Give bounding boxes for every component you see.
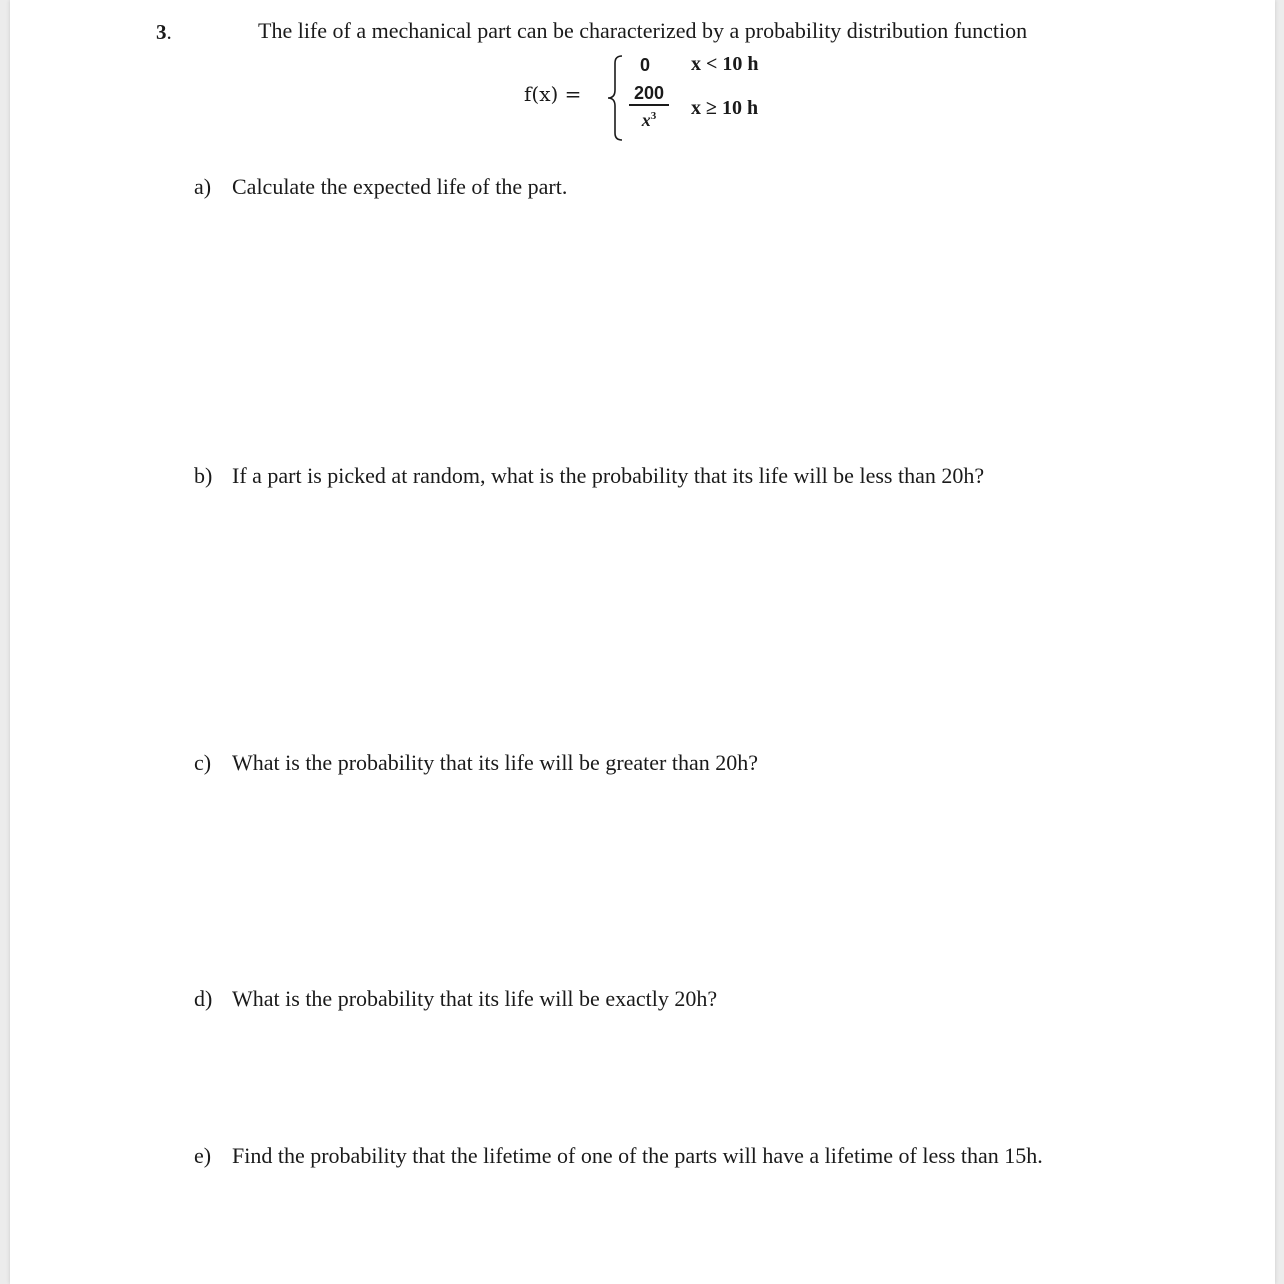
part-d: [194, 986, 717, 1012]
document-page: [10, 0, 1275, 1284]
part-label: c): [194, 750, 212, 775]
formula-lhs: f(x) =: [524, 82, 582, 106]
left-brace-icon: [606, 54, 624, 142]
part-text: Find the probability that the lifetime of one of the parts will have a lifetime of less than 15h.: [232, 1143, 1043, 1168]
part-b: [194, 463, 984, 489]
case-one-fraction: [627, 83, 671, 129]
case-zero-condition-text: x < 10 h: [691, 53, 759, 75]
pdf-formula: [510, 50, 810, 150]
part-text: Calculate the expected life of the part.: [232, 174, 568, 199]
question-number-digit: 3: [156, 20, 167, 44]
denominator-base: x: [641, 110, 651, 130]
part-text: If a part is picked at random, what is the probability that its life will be less than 20h?: [232, 463, 985, 488]
question-number-dot: .: [166, 20, 172, 44]
fraction-bar: [629, 104, 669, 106]
case-one-condition: [691, 97, 758, 120]
case-zero-condition: [691, 53, 759, 76]
case-zero-value: 0: [640, 55, 651, 75]
denominator-exponent: 3: [650, 110, 657, 122]
part-label: b): [194, 463, 213, 488]
part-e: [194, 1143, 1043, 1169]
question-intro: The life of a mechanical part can be characterized by a probability distribution function: [258, 18, 1028, 43]
part-label: a): [194, 174, 212, 199]
part-text: What is the probability that its life will be exactly 20h?: [232, 986, 718, 1011]
part-c: [194, 750, 758, 776]
fraction-numerator: 200: [633, 83, 665, 103]
case-one-condition-text: x ≥ 10 h: [691, 97, 759, 119]
fraction-denominator: [627, 107, 671, 129]
question-number: [156, 20, 172, 45]
part-label: d): [194, 986, 213, 1011]
part-a: [194, 174, 567, 200]
part-text: What is the probability that its life will be greater than 20h?: [232, 750, 759, 775]
part-label: e): [194, 1143, 212, 1168]
